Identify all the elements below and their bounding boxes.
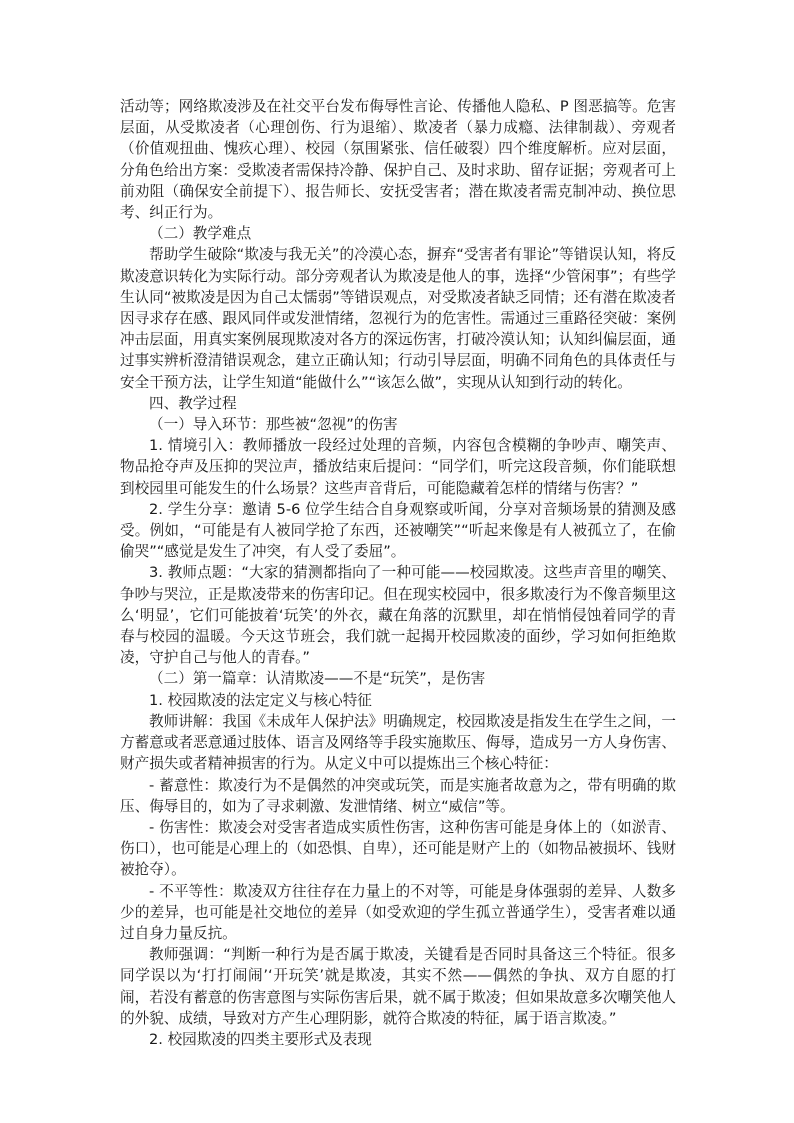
paragraph-teaching-difficulty: 帮助学生破除“欺凌与我无关”的冷漠心态，摒弃“受害者有罪论”等错误认知，将反欺凌意识转化为实际行动。部分旁观者认为欺凌是他人的事，选择“少管闲事”；有些学生认同“被欺凌是因为自己太懦弱”等错误观点，对受欺凌者缺乏同情；还有潜在欺凌者因寻求存在感、跟风同伴或发泄情绪，忽视行为的危害性。需通过三重路径突破：案例冲击层面，用真实案例展现欺凌对各方的深远伤害，打破冷漠认知；认知纠偏层面，通过事实辨析澄清错误观念，建立正确认知；行动引导层面，明确不同角色的具体责任与安全干预方法，让学生知道“能做什么”“该怎么做”，实现从认知到行动的转化。 (120, 246, 676, 391)
step-teacher-point: 3. 教师点题：“大家的猜测都指向了一种可能——校园欺凌。这些声音里的嘲笑、争吵与哭泣，正是欺凌带来的伤害印记。但在现实校园中，很多欺凌行为不像音频里这么‘明显’，它们可能披着‘玩笑’的外衣，藏在角落的沉默里，却在悄悄侵蚀着同学的青春与校园的温暖。今天这节班会，我们就一起揭开校园欺凌的面纱，学习如何拒绝欺凌，守护自己与他人的青春。” (120, 564, 676, 667)
document-page (120, 96, 676, 1050)
step-situation-intro: 1. 情境引入：教师播放一段经过处理的音频，内容包含模糊的争吵声、嘲笑声、物品抢夺声及压抑的哭泣声，播放结束后提问：“同学们，听完这段音频，你们能联想到校园里可能发生的什么场景？这些声音背后，可能隐藏着怎样的情绪与伤害？” (120, 437, 676, 497)
heading-teaching-difficulty: （二）教学难点 (149, 225, 252, 243)
bullet-harmful: - 伤害性：欺凌会对受害者造成实质性伤害，这种伤害可能是身体上的（如淤青、伤口），也可能是心理上的（如恐惧、自卑），还可能是财产上的（如物品被损坏、钱财被抢夺）。 (120, 818, 676, 879)
subheading-four-forms: 2. 校园欺凌的四类主要形式及表现 (149, 1030, 372, 1048)
heading-intro-section: （一）导入环节：那些被“忽视”的伤害 (149, 416, 398, 434)
paragraph-teacher-emphasis: 教师强调：“判断一种行为是否属于欺凌，关键看是否同时具备这三个特征。很多同学误以为‘打打闹闹’‘开玩笑’就是欺凌，其实不然——偶然的争执、双方自愿的打闹，若没有蓄意的伤害意图与实际伤害后果，就不属于欺凌；但如果故意多次嘲笑他人的外貌、成绩，导致对方产生心理阴影，就符合欺凌的特征，属于语言欺凌。” (120, 946, 676, 1027)
paragraph-teacher-explain: 教师讲解：我国《未成年人保护法》明确规定，校园欺凌是指发生在学生之间，一方蓄意或者恶意通过肢体、语言及网络等手段实施欺压、侮辱，造成另一方人身伤害、财产损失或者精神损害的行为。从定义中可以提炼出三个核心特征： (120, 712, 676, 773)
heading-teaching-process: 四、教学过程 (149, 394, 237, 412)
paragraph-harm-and-response: 活动等；网络欺凌涉及在社交平台发布侮辱性言论、传播他人隐私、P 图恶搞等。危害层面，从受欺凌者（心理创伤、行为退缩）、欺凌者（暴力成瘾、法律制裁）、旁观者（价值观扭曲、愧疚心理）、校园（氛围紧张、信任破裂）四个维度解析。应对层面，分角色给出方案：受欺凌者需保持冷静、保护自己、及时求助、留存证据；旁观者可上前劝阻（确保安全前提下）、报告师长、安抚受害者；潜在欺凌者需克制冲动、换位思考、纠正行为。 (120, 98, 676, 222)
heading-chapter-one: （二）第一篇章：认清欺凌——不是“玩笑”，是伤害 (149, 670, 486, 688)
subheading-definition: 1. 校园欺凌的法定定义与核心特征 (149, 691, 372, 709)
bullet-unequal: - 不平等性：欺凌双方往往存在力量上的不对等，可能是身体强弱的差异、人数多少的差异，也可能是社交地位的差异（如受欢迎的学生孤立普通学生），受害者难以通过自身力量反抗。 (120, 882, 676, 942)
bullet-intentional: - 蓄意性：欺凌行为不是偶然的冲突或玩笑，而是实施者故意为之，带有明确的欺压、侮辱目的，如为了寻求刺激、发泄情绪、树立“威信”等。 (120, 776, 676, 815)
step-student-share: 2. 学生分享：邀请 5-6 位学生结合自身观察或听闻，分享对音频场景的猜测及感受。例如，“可能是有人被同学抢了东西，还被嘲笑”“听起来像是有人被孤立了，在偷偷哭”“感觉是发生了冲突，有人受了委屈”。 (120, 500, 676, 561)
